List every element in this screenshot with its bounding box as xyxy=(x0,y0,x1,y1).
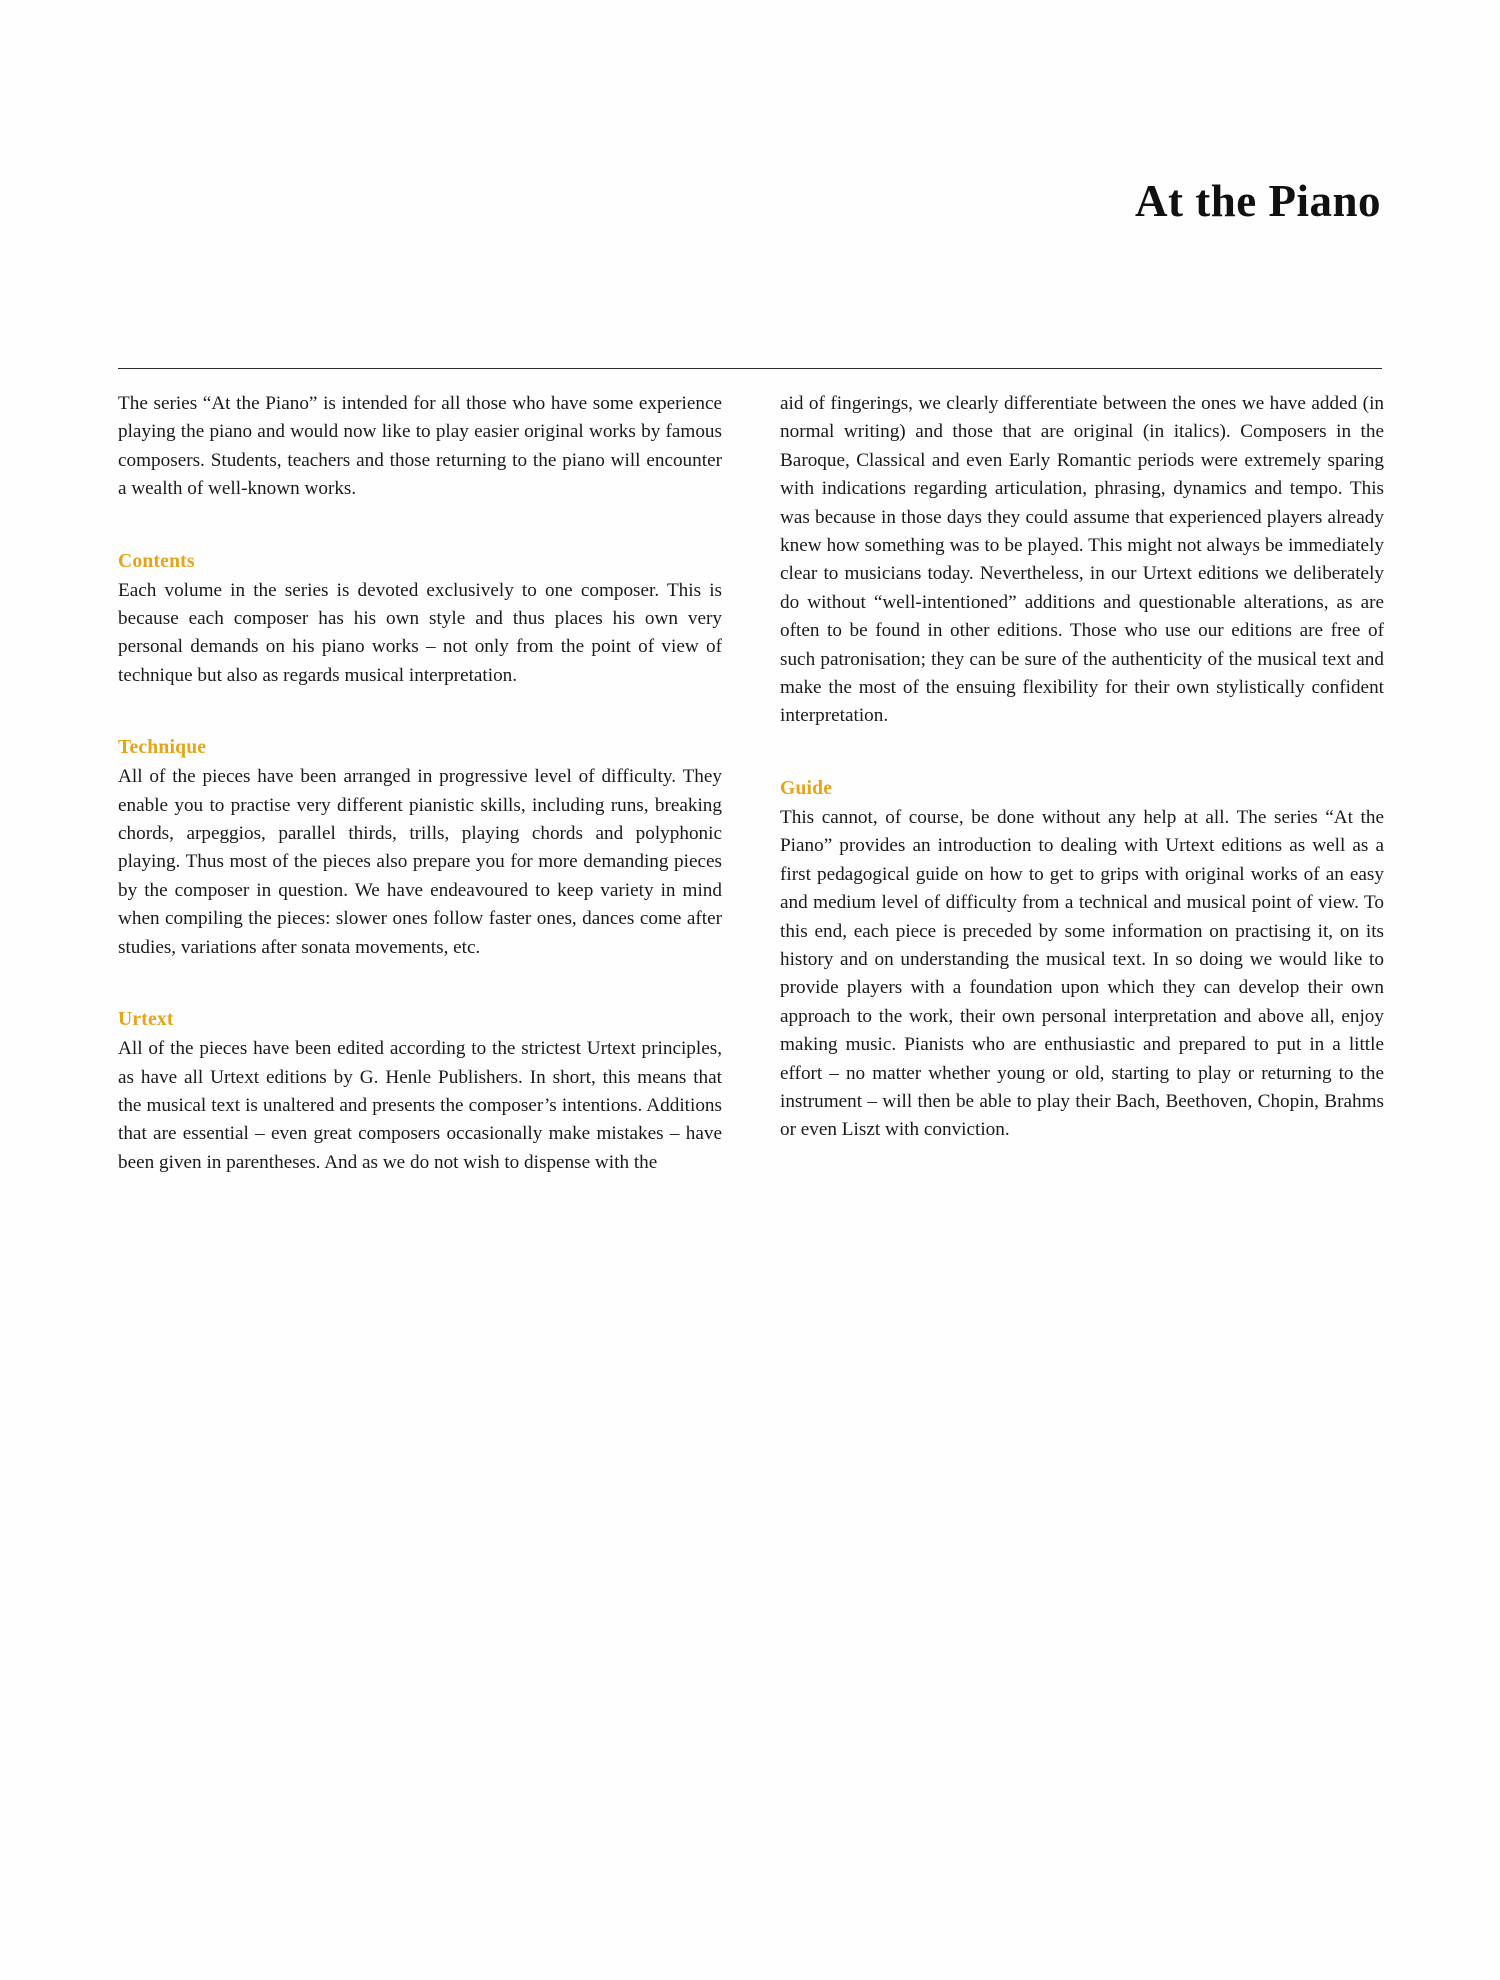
paragraph-contents: Each volume in the series is devoted exclusively to one composer. This is because each composer has his own style and thus places his own very personal demands on his piano works – not only from the point of view of technique but also as regards musical interpretation. xyxy=(118,579,722,686)
heading-urtext: Urtext xyxy=(118,1009,174,1031)
paragraph-urtext: All of the pieces have been edited according to the strictest Urtext principles, as have all Urtext editions by G. Henle Publishers. In short, this means that the musical text is unaltered and presents the composer’s intentions. Additions that are essential – even great composers occasionally make mistakes – have been given in parentheses. And as we do not wish to dispense with the xyxy=(118,1038,722,1173)
heading-contents: Contents xyxy=(118,550,195,572)
paragraph-intro: The series “At the Piano” is intended for all those who have some experience playing the piano and would now like to play easier original works by famous composers. Students, teachers and those returning to the piano will encounter a wealth of well-known works. xyxy=(118,393,722,500)
column-left xyxy=(118,390,722,1177)
heading-technique: Technique xyxy=(118,737,207,759)
section-guide xyxy=(780,775,1384,1145)
two-column-body xyxy=(118,390,1384,1177)
section-contents xyxy=(118,548,722,691)
column-right xyxy=(780,390,1384,1177)
section-intro xyxy=(118,390,722,504)
header-divider xyxy=(118,368,1382,369)
paragraph-guide: This cannot, of course, be done without any help at all. The series “At the Piano” provides an introduction to dealing with Urtext editions as well as a first pedagogical guide on how to get to grips with original works of an easy and medium level of difficulty from a technical and musical point of view. To this end, each piece is preceded by some information on practising it, on its history and on understanding the musical text. In so doing we would like to provide players with a foundation upon which they can develop their own approach to the work, their own personal interpretation and above all, enjoy making music. Pianists who are enthusiastic and prepared to put in a little effort – no matter whether young or old, starting to play or returning to the instrument – will then be able to play their Bach, Beethoven, Chopin, Brahms or even Liszt with conviction. xyxy=(780,806,1384,1141)
heading-guide: Guide xyxy=(780,777,833,799)
paragraph-urtext-continued: aid of fingerings, we clearly differentiate between the ones we have added (in normal writing) and those that are original (in italics). Composers in the Baroque, Classical and even Early Romantic periods were extremely sparing with indications regarding articulation, phrasing, dynamics and tempo. This was because in those days they could assume that experienced players already knew how something was to be played. This might not always be immediately clear to musicians today. Nevertheless, in our Urtext editions we deliberately do without “well-intentioned” additions and questionable alterations, as are often to be found in other editions. Those who use our editions are free of such patronisation; they can be sure of the authenticity of the musical text and make the most of the ensuing flexibility for their own stylistically confident interpretation. xyxy=(780,393,1384,727)
page-title: At the Piano xyxy=(1135,176,1381,226)
section-urtext-continued xyxy=(780,390,1384,731)
section-urtext xyxy=(118,1006,722,1177)
section-technique xyxy=(118,734,722,962)
paragraph-technique: All of the pieces have been arranged in progressive level of difficulty. They enable you to practise very different pianistic skills, including runs, breaking chords, arpeggios, parallel thirds, trills, playing chords and polyphonic playing. Thus most of the pieces also prepare you for more demanding pieces by the composer in question. We have endeavoured to keep variety in mind when compiling the pieces: slower ones follow faster ones, dances come after studies, variations after sonata movements, etc. xyxy=(118,766,722,958)
